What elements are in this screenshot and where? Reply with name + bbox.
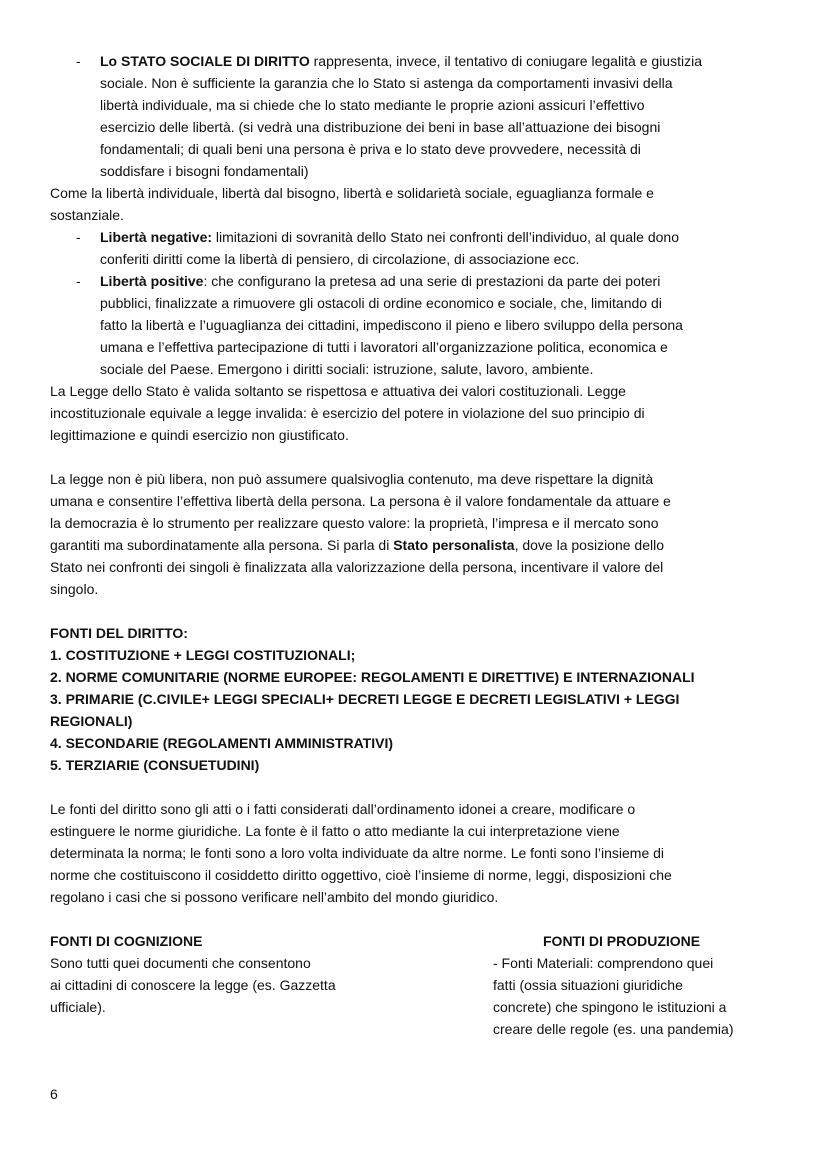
text: estinguere le norme giuridiche. La fonte è il fatto o atto mediante la cui interpretazione viene — [50, 823, 620, 839]
bullet-marker: - — [76, 229, 81, 245]
text-line — [50, 732, 393, 754]
bold-text: Libertà negative: — [100, 229, 213, 245]
text-line — [50, 534, 664, 556]
text: umana e consentire l’effettiva libertà della persona. La persona è il valore fondamentale da attuare e — [50, 493, 671, 509]
bold-text: FONTI DEL DIRITTO: — [50, 625, 188, 641]
bullet-marker: - — [76, 53, 81, 69]
text: sostanziale. — [50, 207, 124, 223]
bold-text: Libertà positive — [100, 273, 204, 289]
text: , dove la posizione dello — [514, 537, 665, 553]
text: norme che costituiscono il cosiddetto diritto oggettivo, cioè l’insieme di norme, leggi, disposizioni che — [50, 867, 672, 883]
text: - Fonti Materiali: comprendono quei — [493, 955, 714, 971]
text-line — [100, 50, 702, 72]
bold-text: Stato personalista — [393, 537, 515, 553]
text: ai cittadini di conoscere la legge (es. Gazzetta — [50, 977, 336, 993]
text: sociale del Paese. Emergono i diritti sociali: istruzione, salute, lavoro, ambiente. — [100, 361, 594, 377]
text: umana e l’effettiva partecipazione di tutti i lavoratori all’organizzazione politica, economica e — [100, 339, 668, 355]
text-line — [100, 358, 593, 380]
bold-text: 2. NORME COMUNITARIE (NORME EUROPEE: REGOLAMENTI E DIRETTIVE) E INTERNAZIONALI — [50, 669, 695, 685]
text-line — [50, 402, 645, 424]
bold-text: REGIONALI) — [50, 713, 133, 729]
text: concrete) che spingono le istituzioni a — [493, 999, 727, 1015]
bold-text: FONTI DI COGNIZIONE — [50, 933, 203, 949]
text-line — [100, 160, 309, 182]
text: la democrazia è lo strumento per realizzare questo valore: la proprietà, l’impresa e il mercato sono — [50, 515, 659, 531]
text: garantiti ma subordinatamente alla persona. Si parla di — [50, 537, 394, 553]
text-line — [50, 622, 188, 644]
text-line — [493, 974, 683, 996]
text-line — [50, 578, 98, 600]
text-line — [50, 952, 311, 974]
text: soddisfare i bisogni fondamentali) — [100, 163, 309, 179]
text-line — [50, 864, 672, 886]
text-line — [50, 754, 259, 776]
text: Le fonti del diritto sono gli atti o i fatti considerati dall’ordinamento idonei a creare, modificare o — [50, 801, 636, 817]
text: fondamentali; di quali beni una persona è priva e lo stato deve provvedere, necessità di — [100, 141, 641, 157]
bold-text: 1. COSTITUZIONE + LEGGI COSTITUZIONALI; — [50, 647, 356, 663]
text: sociale. Non è sufficiente la garanzia che lo Stato si astenga da comportamenti invasivi della — [100, 75, 673, 91]
bold-text: Lo STATO SOCIALE DI DIRITTO — [100, 53, 310, 69]
text-line — [50, 710, 132, 732]
text-line — [50, 688, 679, 710]
text-line — [493, 996, 726, 1018]
text-line — [100, 314, 683, 336]
text-line — [50, 644, 355, 666]
text: determinata la norma; le fonti sono a loro volta individuate da altre norme. Le fonti sono l’insieme di — [50, 845, 665, 861]
text-line — [100, 116, 660, 138]
text-line — [100, 248, 579, 270]
text: fatti (ossia situazioni giuridiche — [493, 977, 683, 993]
text-line — [100, 270, 660, 292]
text: legittimazione e quindi esercizio non giustificato. — [50, 427, 349, 443]
text-line — [50, 930, 202, 952]
text: ufficiale). — [50, 999, 106, 1015]
text-line — [100, 72, 673, 94]
bullet-marker: - — [76, 273, 81, 289]
text-line — [50, 512, 659, 534]
text-line — [100, 336, 668, 358]
text-line — [50, 842, 664, 864]
text-line — [493, 952, 713, 974]
text: conferiti diritti come la libertà di pensiero, di circolazione, di associazione ecc. — [100, 251, 580, 267]
text-line — [100, 138, 641, 160]
text-line — [50, 182, 654, 204]
text: esercizio delle libertà. (si vedrà una distribuzione dei beni in base all’attuazione dei bisogni — [100, 119, 661, 135]
text: limitazioni di sovranità dello Stato nei confronti dell’individuo, al quale dono — [212, 229, 679, 245]
bold-text: 5. TERZIARIE (CONSUETUDINI) — [50, 757, 260, 773]
text-line — [100, 226, 679, 248]
text: Stato nei confronti dei singoli è finalizzata alla valorizzazione della persona, incentivare il valore del — [50, 559, 664, 575]
text-line — [50, 996, 106, 1018]
text: incostituzionale equivale a legge invalida: è esercizio del potere in violazione del suo principio di — [50, 405, 645, 421]
text-line — [50, 468, 653, 490]
text: singolo. — [50, 581, 99, 597]
text: rappresenta, invece, il tentativo di coniugare legalità e giustizia — [309, 53, 702, 69]
text-line — [50, 490, 671, 512]
text-line — [50, 380, 626, 402]
text-line — [50, 820, 620, 842]
text-line — [50, 798, 635, 820]
text: pubblici, finalizzate a rimuovere gli ostacoli di ordine economico e sociale, che, limitando di — [100, 295, 662, 311]
text-line — [50, 666, 695, 688]
text-line — [493, 1018, 733, 1040]
bold-text: FONTI DI PRODUZIONE — [543, 933, 701, 949]
page-number: 6 — [50, 1086, 58, 1102]
text: Sono tutti quei documenti che consentono — [50, 955, 311, 971]
text-line — [50, 424, 349, 446]
text-line — [543, 930, 700, 952]
text: creare delle regole (es. una pandemia) — [493, 1021, 734, 1037]
text: Come la libertà individuale, libertà dal bisogno, libertà e solidarietà sociale, eguaglianza formale e — [50, 185, 654, 201]
bold-text: 4. SECONDARIE (REGOLAMENTI AMMINISTRATIVI) — [50, 735, 393, 751]
text: : che configurano la pretesa ad una serie di prestazioni da parte dei poteri — [203, 273, 661, 289]
text-line — [100, 292, 662, 314]
bold-text: 3. PRIMARIE (C.CIVILE+ LEGGI SPECIALI+ DECRETI LEGGE E DECRETI LEGISLATIVI + LEGGI — [50, 691, 680, 707]
text: libertà individuale, ma si chiede che lo stato mediante le proprie azioni assicuri l’effettivo — [100, 97, 645, 113]
text: regolano i casi che si possono verificare nell’ambito del mondo giuridico. — [50, 889, 499, 905]
text-line — [50, 886, 498, 908]
text-line — [50, 974, 336, 996]
text-line — [50, 204, 124, 226]
text: fatto la libertà e l’uguaglianza dei cittadini, impediscono il pieno e libero sviluppo della persona — [100, 317, 683, 333]
text: La legge non è più libera, non può assumere qualsivoglia contenuto, ma deve rispettare la dignità — [50, 471, 654, 487]
text-line — [50, 556, 663, 578]
text-line — [100, 94, 644, 116]
text: La Legge dello Stato è valida soltanto se rispettosa e attuativa dei valori costituzionali. Legge — [50, 383, 626, 399]
